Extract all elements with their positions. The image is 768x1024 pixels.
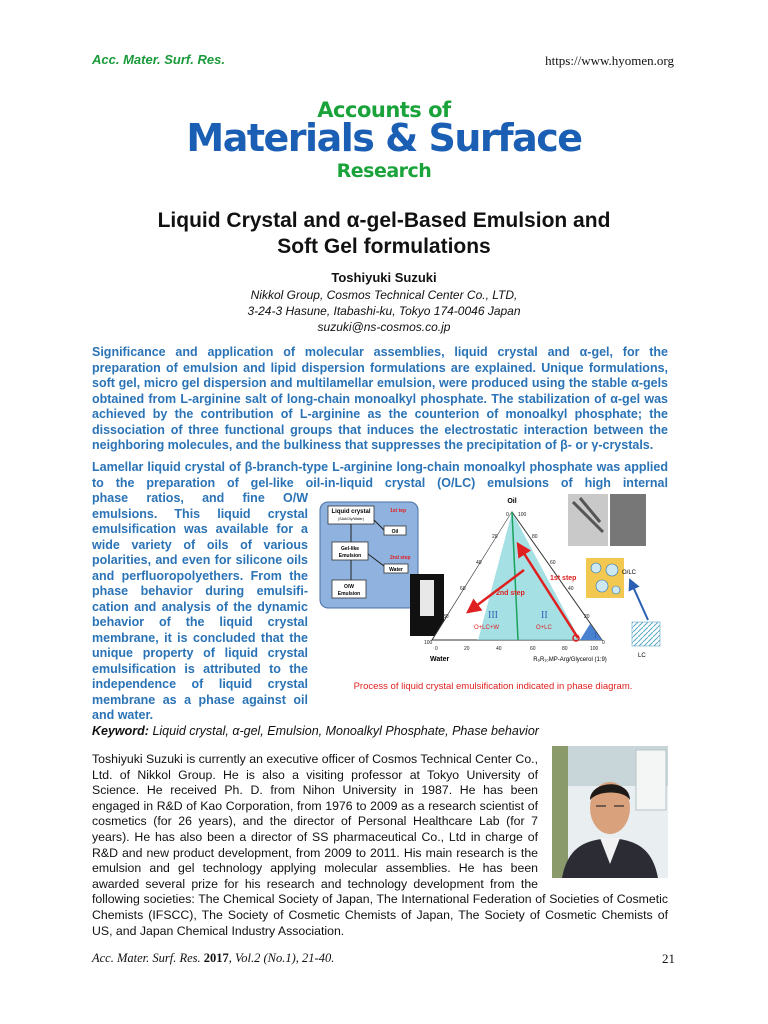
olc-label: O/LC — [622, 570, 637, 576]
author-biography — [92, 752, 668, 939]
author-photo — [552, 746, 668, 878]
biography-text: Toshiyuki Suzuki is currently an executive officer of Cosmos Technical Center Co., Ltd. of Nikkol Group. He is also a visiting professor at Tokyo University of Science. He received Ph. D. from Nihon University in 1987. He has been engaged in R&D of Kao Corporation, from 1976 to 2009 as a research scientist of cosmetics (for 26 years), and the director of Personal Healthcare Lab (for 7 years). He has also been a director of SS pharmaceutical Co., Ltd in charge of R&D and new product development, from 2009 to 2011. His main research is the emulsion and gel technology applying molecular assemblies. He has been awarded several prize for his research and technology development from the following societies: The Chemical Society of Japan, The International Federation of Societies of Cosmetic Chemists (IFSCC), The Society of Cosmetic Chemists of Japan, The Society of Cosmetic Chemists of US, and Japan Chemical Industry Association. — [92, 752, 668, 938]
tick-right-3: 40 — [568, 586, 574, 592]
region-iii-sublabel: O+LC+W — [474, 625, 500, 631]
lc-label: LC — [638, 653, 646, 659]
journal-short-title: Acc. Mater. Surf. Res. — [92, 52, 225, 67]
tick-right-0: 100 — [518, 512, 527, 518]
region-ii-label: II — [541, 610, 548, 621]
abstract-paragraph-1: Significance and application of molecular assemblies, liquid crystal and α-gel, for the preparation of emulsion and lipid dispersion formulations are explained. Unique formulations, soft gel, micro gel dispersion and multilamellar emulsion, were produced using the stable α-gels obtained from L-arginine salt of long-chain monoalkyl phosphate. The stabilization of α-gel was achieved by the contribution of L-arginine as the counterion of monoalkyl phosphate; the dissociation of three functional groups that induces the electrostatic interaction between the neighboring molecules, and the bulkiness that suppresses the precipitation of β- or γ-crystals. — [92, 345, 668, 452]
tick-left-1: 80 — [443, 614, 449, 620]
logo-materials-surface: Materials & Surface — [186, 116, 582, 160]
flow-liquid-crystal-sub: (SAA/Gly/Water) — [338, 517, 364, 521]
footer-journal: Acc. Mater. Surf. Res. — [92, 951, 201, 965]
page-number: 21 — [662, 951, 675, 966]
flow-gel-label: Gel-like — [340, 546, 360, 552]
flow-gel-label-2: Emulsion — [338, 553, 362, 559]
flow-ow-label: O/W — [344, 584, 354, 590]
tick-bottom-5: 80 — [562, 646, 568, 652]
abstract-paragraph-2-wrap — [92, 491, 308, 724]
keyword-line — [92, 724, 539, 738]
keyword-text: Liquid crystal, α-gel, Emulsion, Monoalkyl Phosphate, Phase behavior — [152, 724, 539, 738]
step2-arrow-label: 2nd step — [496, 590, 525, 597]
title-line-1: Liquid Crystal and α-gel-Based Emulsion and — [157, 209, 611, 232]
flow-step2-label: 2nd step — [390, 555, 411, 561]
abstract-paragraph-2-end: membrane as a phase against oil and water. — [92, 692, 308, 722]
logo-accounts-of: Accounts of — [317, 98, 451, 122]
tick-left-2: 60 — [460, 586, 466, 592]
title-line-2: Soft Gel formulations — [277, 235, 491, 258]
affiliation-line-2: 3-24-3 Hasune, Itabashi-ku, Tokyo 174-0046 Japan — [247, 304, 521, 318]
footer-year: 2017 — [203, 951, 229, 965]
tick-right-1: 80 — [532, 534, 538, 540]
tick-right-4: 20 — [584, 614, 590, 620]
water-vertex-label: Water — [430, 656, 450, 663]
oil-vertex-label: Oil — [507, 498, 517, 505]
flow-water-label: Water — [389, 567, 403, 573]
abstract-paragraph-2-lead: Lamellar liquid crystal of β-branch-type L-arginine long-chain monoalkyl phosphate was applied to the preparation of gel-like oil-in-liquid crystal (O/LC) emulsions of high internal — [92, 460, 668, 490]
tick-left-0: 100 — [424, 640, 433, 646]
phase-diagram-figure — [318, 492, 670, 692]
tick-bottom-4: 60 — [530, 646, 536, 652]
figure-caption: Process of liquid crystal emulsification indicated in phase diagram. — [353, 681, 633, 692]
affiliation-line-1: Nikkol Group, Cosmos Technical Center Co., LTD, — [250, 288, 518, 302]
author-name: Toshiyuki Suzuki — [331, 270, 437, 285]
author-email[interactable]: suzuki@ns-cosmos.co.jp — [317, 320, 451, 334]
region-i-label: I — [594, 631, 597, 640]
keyword-label: Keyword: — [92, 724, 149, 738]
footer-pages: , 21-40. — [295, 951, 335, 965]
tick-bottom-3: 40 — [496, 646, 502, 652]
flow-liquid-crystal-label: Liquid crystal — [331, 509, 371, 515]
flow-ow-label-2: Emulsion — [337, 591, 361, 597]
lc-to-olc-arrow — [630, 580, 648, 620]
flow-oil-label: Oil — [391, 529, 399, 535]
surfactant-axis-label: R₆R₁₀MP-Arg/Glycerol (1:9) — [533, 657, 607, 663]
tick-left-3: 40 — [476, 560, 482, 566]
logo-research: Research — [336, 160, 432, 182]
journal-url[interactable]: https://www.hyomen.org — [545, 53, 674, 68]
abstract-paragraph-2-body: phase ratios, and fine O/W emulsions. This liquid crystal emulsification was available for a wide variety of oils of various polarities, and even for silicone oils and perfluoropolyethers. From the phase behavior during emulsifi-cation and analysis of the dynamic behavior of the liquid crystal membrane, it is concluded that the unique property of liquid crystal emulsification is attributed to the independence of liquid crystal — [92, 491, 308, 691]
tick-left-4: 20 — [492, 534, 498, 540]
article-title — [100, 208, 668, 260]
footer-volume: , Vol.2 (No.1) — [228, 951, 296, 965]
flow-step1-label: 1st tep — [390, 508, 407, 514]
tick-bottom-2: 20 — [464, 646, 470, 652]
tick-right-2: 60 — [550, 560, 556, 566]
micrograph-photo-right — [610, 494, 646, 546]
lc-illustration — [632, 622, 660, 646]
step1-arrow-label: 1st step — [550, 575, 577, 582]
tick-left-5: 0 — [506, 512, 509, 518]
tick-right-5: 0 — [602, 640, 605, 646]
tick-bottom-1: 0 — [435, 646, 438, 652]
footer-citation — [92, 951, 334, 966]
region-ii-sublabel: O+LC — [536, 625, 552, 631]
region-iii-label: III — [488, 610, 498, 621]
tick-bottom-6: 100 — [590, 646, 599, 652]
